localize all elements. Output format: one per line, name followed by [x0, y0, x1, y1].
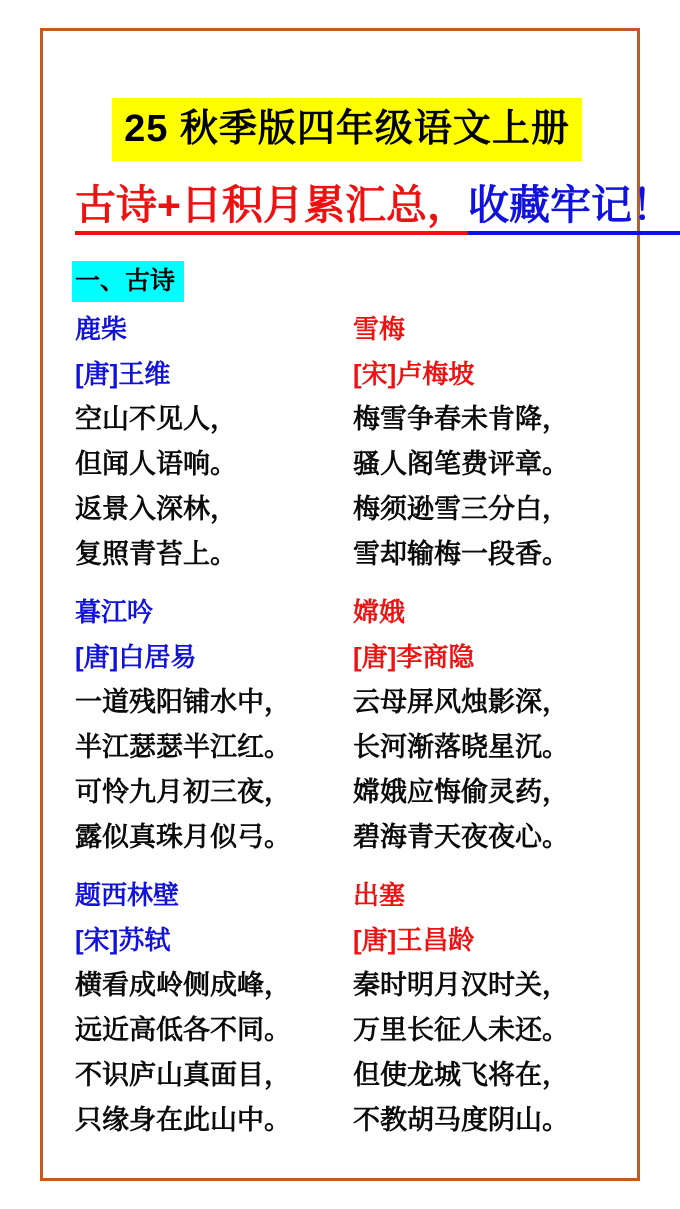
- poem-line: 空山不见人，: [75, 404, 237, 434]
- poem-author: [宋]苏轼: [75, 925, 171, 955]
- poem-title: 暮江吟: [75, 597, 154, 627]
- poem-title: 出塞: [353, 880, 406, 910]
- poem-title: 鹿柴: [75, 314, 128, 344]
- poem-author: [唐]王维: [75, 359, 171, 389]
- poem-block-luchai: [75, 307, 353, 577]
- poem-block-mujiangyin: [75, 590, 353, 860]
- subtitle-blue-segment: 收藏牢记！: [468, 182, 680, 235]
- poem-line: 碧海青天夜夜心。: [353, 822, 569, 852]
- poem-block-xuemei: [353, 307, 569, 577]
- poem-title: 题西林壁: [75, 880, 180, 910]
- section-heading: 一、古诗: [72, 261, 184, 302]
- poem-line: 嫦娥应悔偷灵药，: [353, 777, 569, 807]
- section-row: [75, 261, 619, 302]
- poem-line: 不识庐山真面目，: [75, 1060, 291, 1090]
- poem-line: 骚人阁笔费评章。: [353, 449, 569, 479]
- poem-line: 长河渐落晓星沉。: [353, 732, 569, 762]
- poem-author: [唐]李商隐: [353, 642, 475, 672]
- poem-author: [唐]白居易: [75, 642, 197, 672]
- poem-line: 万里长征人未还。: [353, 1015, 569, 1045]
- poem-title: 嫦娥: [353, 597, 406, 627]
- poem-line: 一道残阳铺水中，: [75, 687, 291, 717]
- page-title: 25 秋季版四年级语文上册: [112, 98, 582, 161]
- poem-line: 梅须逊雪三分白，: [353, 494, 569, 524]
- poem-title: 雪梅: [353, 314, 406, 344]
- poem-block-chusai: [353, 873, 569, 1143]
- page-subtitle: [75, 182, 673, 228]
- title-row: [75, 98, 619, 161]
- poem-line: 但闻人语响。: [75, 449, 237, 479]
- poem-line: 返景入深林，: [75, 494, 237, 524]
- poem-line: 但使龙城飞将在，: [353, 1060, 569, 1090]
- poem-line: 梅雪争春未肯降，: [353, 404, 569, 434]
- poem-line: 只缘身在此山中。: [75, 1105, 291, 1135]
- poem-block-tixilinbi: [75, 873, 353, 1143]
- poem-block-change: [353, 590, 569, 860]
- poem-line: 复照青苔上。: [75, 539, 237, 569]
- poem-line: 露似真珠月似弓。: [75, 822, 291, 852]
- poem-line: 可怜九月初三夜，: [75, 777, 291, 807]
- poems-grid: [75, 307, 619, 1143]
- poem-line: 云母屏风烛影深，: [353, 687, 569, 717]
- poem-line: 秦时明月汉时关，: [353, 970, 569, 1000]
- poem-line: 远近高低各不同。: [75, 1015, 291, 1045]
- poem-line: 半江瑟瑟半江红。: [75, 732, 291, 762]
- poem-line: 横看成岭侧成峰，: [75, 970, 291, 1000]
- poem-author: [宋]卢梅坡: [353, 359, 475, 389]
- page-content: [43, 98, 673, 1143]
- poem-line: 不教胡马度阴山。: [353, 1105, 569, 1135]
- subtitle-red-segment: 古诗+日积月累汇总，: [75, 182, 468, 235]
- poem-line: 雪却输梅一段香。: [353, 539, 569, 569]
- poem-author: [唐]王昌龄: [353, 925, 475, 955]
- page-border-frame: [40, 28, 673, 1181]
